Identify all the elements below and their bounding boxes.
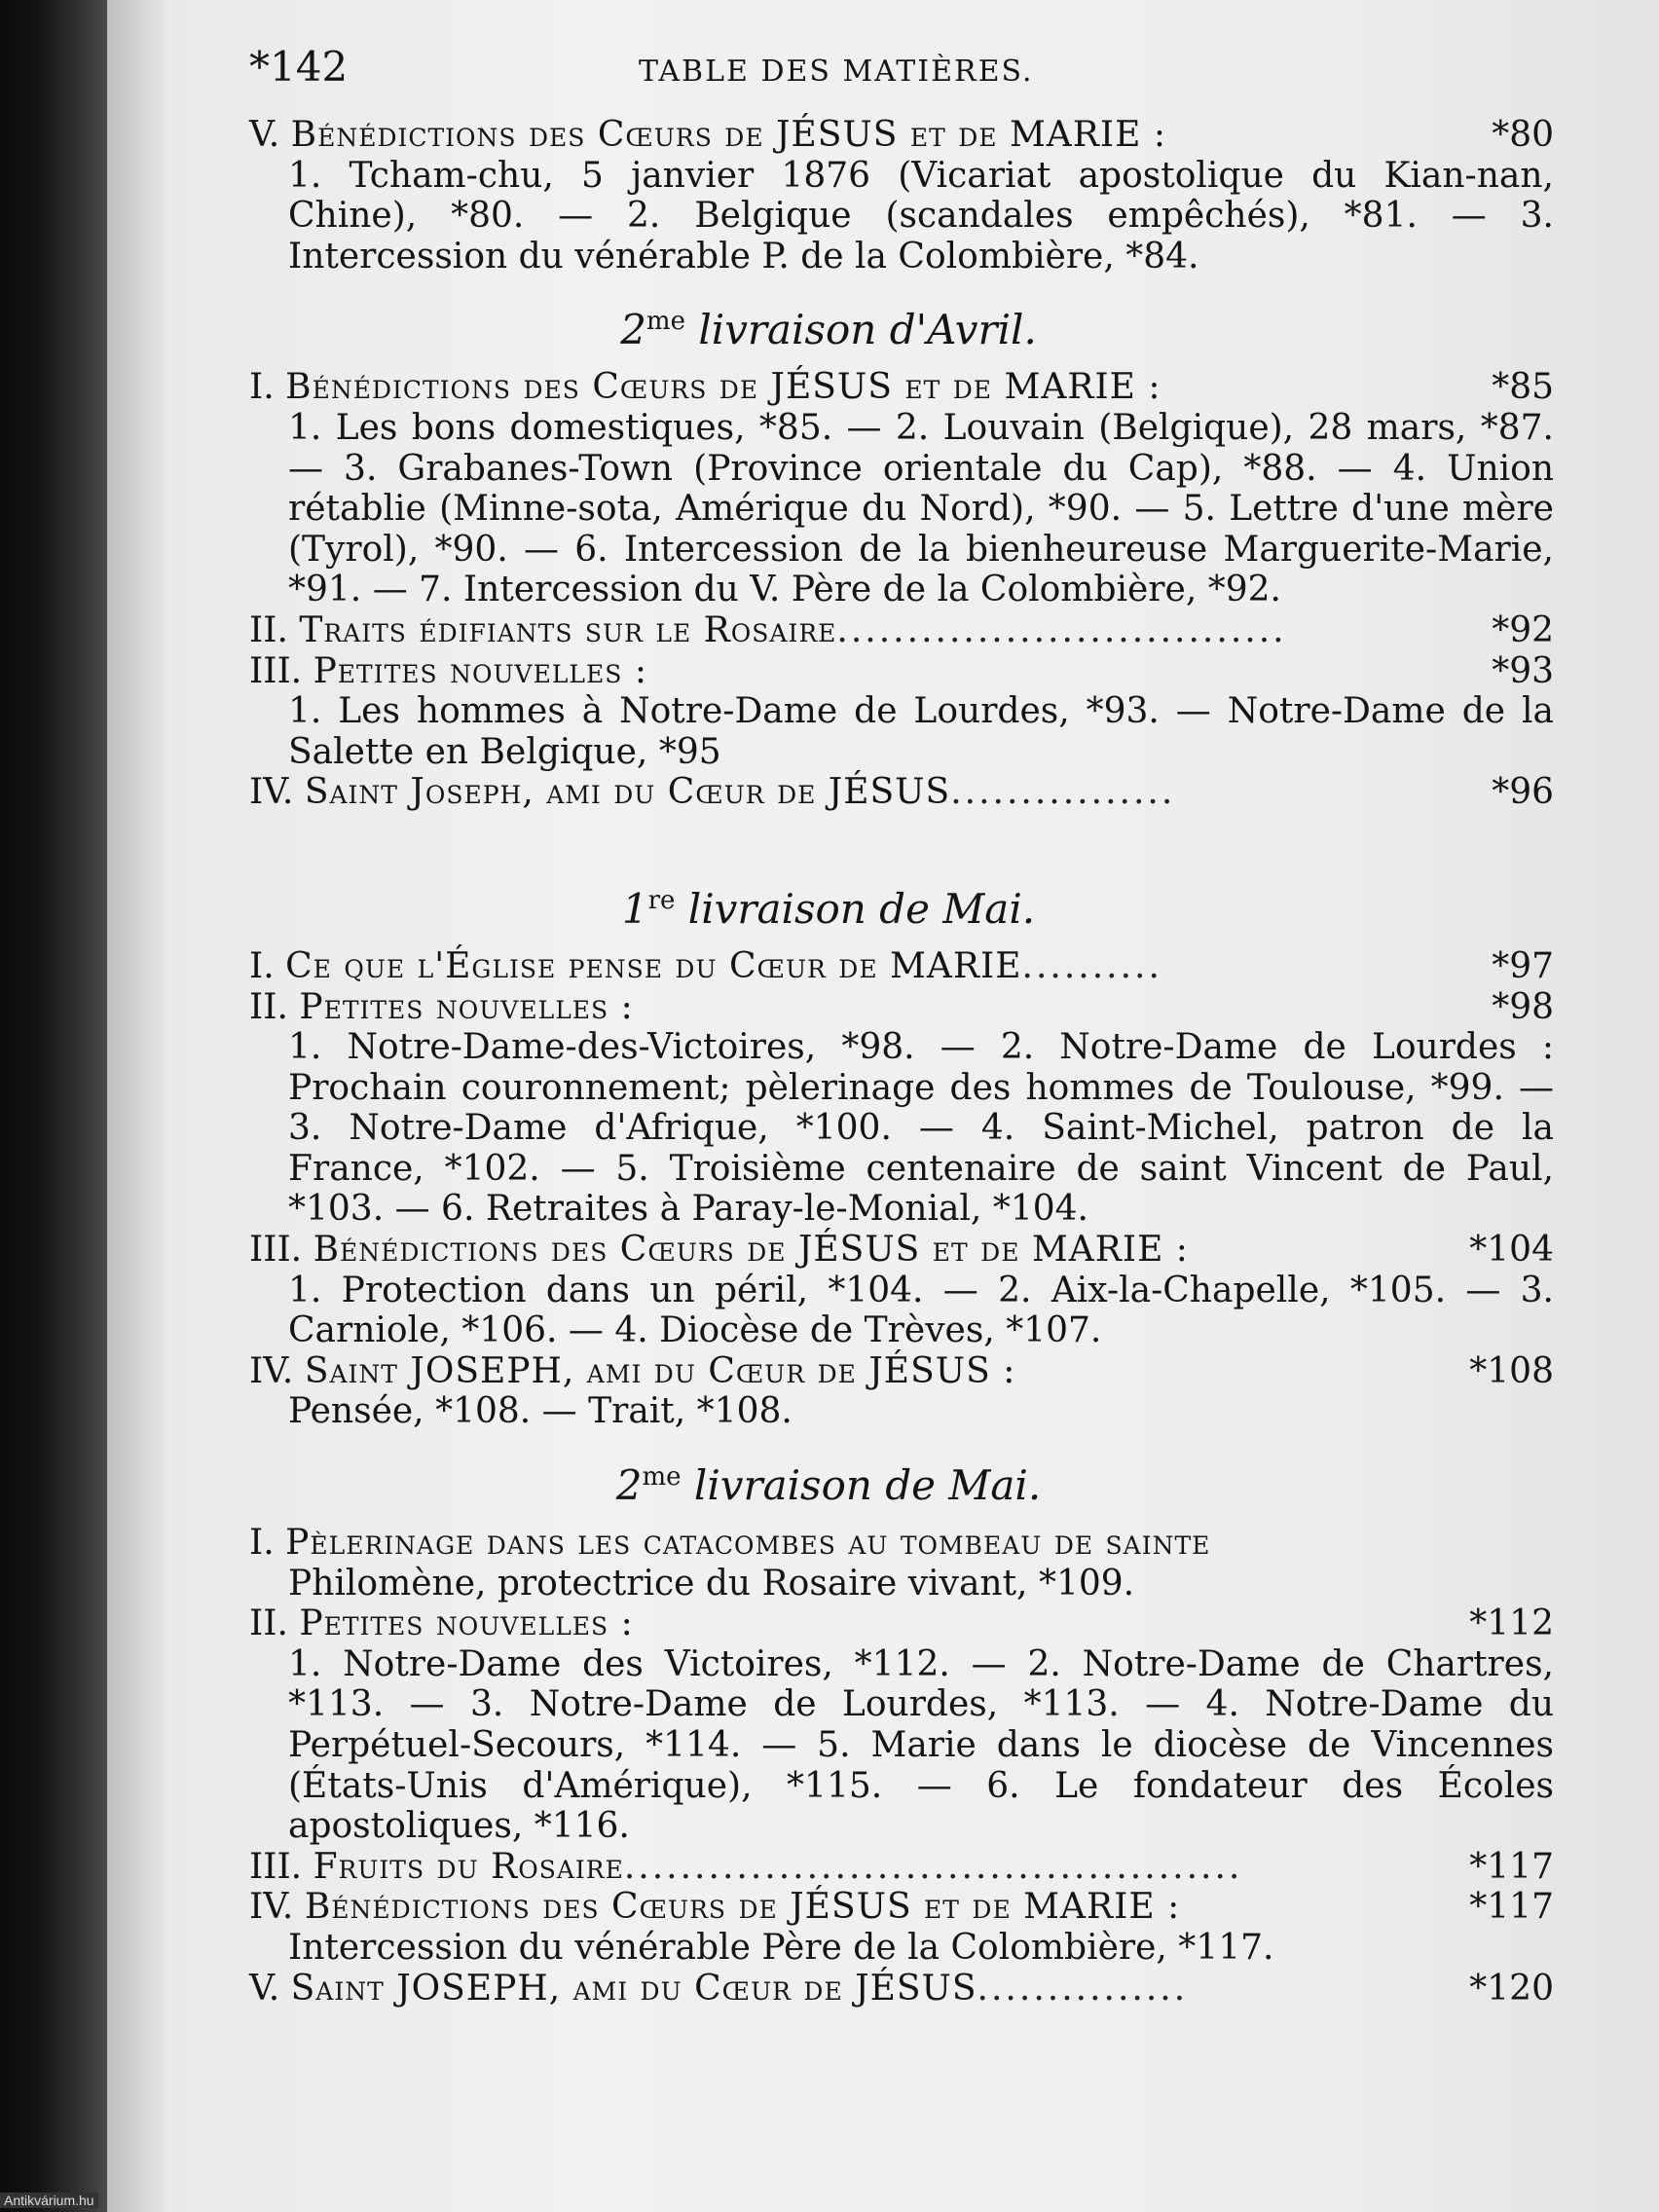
toc-entry (249, 610, 1554, 651)
leader-dots: ............................................ (623, 1846, 1243, 1887)
entry-title: Fruits du Rosaire (313, 1846, 624, 1887)
entry-heading (249, 1969, 1408, 2009)
entry-page-ref: *120 (1469, 1968, 1554, 2009)
section-block-4 (249, 1523, 1554, 2009)
section-block-3 (249, 946, 1554, 1432)
leader-dots: .......... (1021, 945, 1162, 986)
entry-number: II. (249, 1604, 288, 1644)
entry-body: 1. Tcham-chu, 5 janvier 1876 (Vicariat apostolique du Kian-nan, Chine), *80. — 2. Belgique (scandales empêchés), *81. — 3. Intercession du vénérable P. de la Colombière, *84. (288, 155, 1554, 276)
entry-heading (249, 651, 1408, 692)
toc-entry (249, 367, 1554, 408)
entry-title: Ce que l'Église pense du Cœur de MARIE (285, 945, 1022, 986)
entry-body: 1. Les bons domestiques, *85. — 2. Louvain (Belgique), 28 mars, *87. — 3. Grabanes-Town (Province orientale du Cap), *88. — 4. Union rétablie (Minne-sota, Amérique du Nord), *90. — 5. Lettre d'une mère (Tyrol), *90. — 6. Intercession de la bienheureuse Marguerite-Marie, *91. — 7. Intercession du V. Père de la Colombière, *92. (288, 407, 1554, 610)
livraison-title: livraison d'Avril. (698, 306, 1037, 354)
entry-page-ref: *117 (1469, 1887, 1554, 1928)
entry-heading (249, 946, 1408, 987)
entry-number: I. (249, 367, 275, 408)
entry-page-ref: *108 (1469, 1350, 1554, 1391)
livraison-number: 2 (620, 306, 646, 354)
toc-entry (249, 115, 1554, 156)
entry-number: IV. (249, 1887, 294, 1928)
running-title: TABLE DES MATIÈRES. (639, 55, 1034, 89)
entry-heading (249, 1523, 1408, 1564)
entry-heading (249, 772, 1408, 813)
entry-page-ref: *97 (1492, 945, 1554, 986)
entry-page-ref: *112 (1469, 1604, 1554, 1644)
entry-number: III. (249, 1230, 303, 1271)
entry-title: Petites nouvelles : (313, 650, 647, 691)
entry-heading (249, 1351, 1408, 1392)
entry-body: 1. Notre-Dame-des-Victoires, *98. — 2. Notre-Dame de Lourdes : Prochain couronnement; pèlerinage des hommes de Toulouse, *99. — 3. Notre-Dame d'Afrique, *100. — 4. Saint-Michel, patron de la France, *102. — 5. Troisième centenaire de saint Vincent de Paul, *103. — 6. Retraites à Paray-le-Monial, *104. (288, 1027, 1554, 1230)
entry-title: Saint Joseph, ami du Cœur de JÉSUS (304, 772, 951, 813)
entry-title: Pèlerinage dans les catacombes au tombeau de sainte (285, 1523, 1211, 1564)
entry-body: 1. Notre-Dame des Victoires, *112. — 2. Notre-Dame de Chartres, *113. — 3. Notre-Dame de Lourdes, *113. — 4. Notre-Dame du Perpétuel-Secours, *114. — 5. Marie dans le diocèse de Vincennes (États-Unis d'Amérique), *115. — 6. Le fondateur des Écoles apostoliques, *116. (288, 1643, 1554, 1847)
entry-body: Intercession du vénérable Père de la Colombière, *117. (288, 1927, 1274, 1968)
entry-page-ref: *92 (1492, 609, 1554, 650)
livraison-heading-2 (249, 873, 1554, 937)
entry-page-ref: *85 (1492, 367, 1554, 408)
entry-page-ref: *98 (1492, 986, 1554, 1027)
section-block-2 (249, 367, 1554, 813)
table-of-contents (249, 43, 1554, 2009)
entry-number: IV. (249, 1350, 294, 1391)
livraison-suffix: me (645, 307, 685, 337)
entry-heading (249, 1230, 1408, 1271)
entry-body: Pensée, *108. — Trait, *108. (288, 1391, 793, 1432)
page-number: *142 (249, 43, 349, 91)
toc-entry (249, 772, 1554, 813)
toc-entry (249, 1887, 1554, 1928)
page-header (249, 43, 1554, 103)
entry-page-ref: *93 (1492, 650, 1554, 691)
entry-title: Bénédictions des Cœurs de JÉSUS et de MARIE : (285, 367, 1161, 408)
entry-page-ref: *80 (1492, 115, 1554, 155)
entry-number: III. (249, 1846, 303, 1887)
leader-dots: ................ (950, 772, 1176, 813)
entry-number: IV. (249, 772, 294, 813)
livraison-suffix: me (642, 1462, 682, 1493)
toc-entry (249, 1351, 1554, 1392)
leader-dots: ............... (977, 1968, 1189, 2009)
livraison-heading-1 (249, 294, 1554, 357)
section-block-1 (249, 115, 1554, 276)
toc-entry (249, 1847, 1554, 1888)
entry-title: Petites nouvelles : (299, 1604, 634, 1644)
entry-title: Traits édifiants sur le Rosaire (299, 609, 837, 650)
entry-title: Bénédictions des Cœurs de JÉSUS et de MARIE : (290, 115, 1166, 155)
entry-heading (249, 987, 1408, 1028)
entry-title: Saint JOSEPH, ami du Cœur de JÉSUS (290, 1968, 977, 2009)
leader-dots: ................................ (836, 609, 1287, 650)
entry-number: V. (249, 1968, 280, 2009)
entry-title: Petites nouvelles : (299, 986, 634, 1027)
entry-number: V. (249, 115, 280, 155)
livraison-suffix: re (647, 885, 676, 915)
entry-body: 1. Protection dans un péril, *104. — 2. Aix-la-Chapelle, *105. — 3. Carniole, *106. — 4. Diocèse de Trèves, *107. (288, 1270, 1554, 1351)
entry-heading (249, 1847, 1408, 1888)
entry-number: I. (249, 945, 275, 986)
entry-page-ref: *104 (1469, 1230, 1554, 1271)
entry-title: Bénédictions des Cœurs de JÉSUS et de MARIE : (313, 1230, 1189, 1271)
entry-number: I. (249, 1523, 275, 1564)
toc-entry (249, 1969, 1554, 2009)
toc-entry (249, 1230, 1554, 1271)
toc-entry (249, 987, 1554, 1028)
livraison-title: livraison de Mai. (687, 884, 1036, 933)
entry-heading (249, 367, 1408, 408)
entry-body: Philomène, protectrice du Rosaire vivant, *109. (288, 1563, 1135, 1604)
livraison-number: 2 (615, 1461, 643, 1510)
entry-heading (249, 610, 1408, 651)
watermark: Antikvárium.hu (0, 2193, 98, 2208)
entry-heading (249, 115, 1408, 156)
livraison-title: livraison de Mai. (693, 1461, 1042, 1510)
entry-heading (249, 1604, 1408, 1644)
book-binding-shadow (0, 0, 107, 2212)
toc-entry (249, 651, 1554, 692)
toc-entry (249, 946, 1554, 987)
entry-number: II. (249, 609, 288, 650)
livraison-number: 1 (621, 884, 648, 933)
entry-heading (249, 1887, 1408, 1928)
entry-page-ref: *96 (1492, 772, 1554, 813)
toc-entry (249, 1523, 1554, 1564)
toc-entry (249, 1604, 1554, 1644)
entry-body: 1. Les hommes à Notre-Dame de Lourdes, *93. — Notre-Dame de la Salette en Belgique, *95 (288, 691, 1554, 772)
entry-page-ref: *117 (1469, 1846, 1554, 1887)
entry-title: Bénédictions des Cœurs de JÉSUS et de MARIE : (304, 1887, 1181, 1928)
entry-number: III. (249, 650, 303, 691)
entry-title: Saint JOSEPH, ami du Cœur de JÉSUS : (304, 1350, 1016, 1391)
entry-number: II. (249, 986, 288, 1027)
livraison-heading-3 (249, 1450, 1554, 1513)
